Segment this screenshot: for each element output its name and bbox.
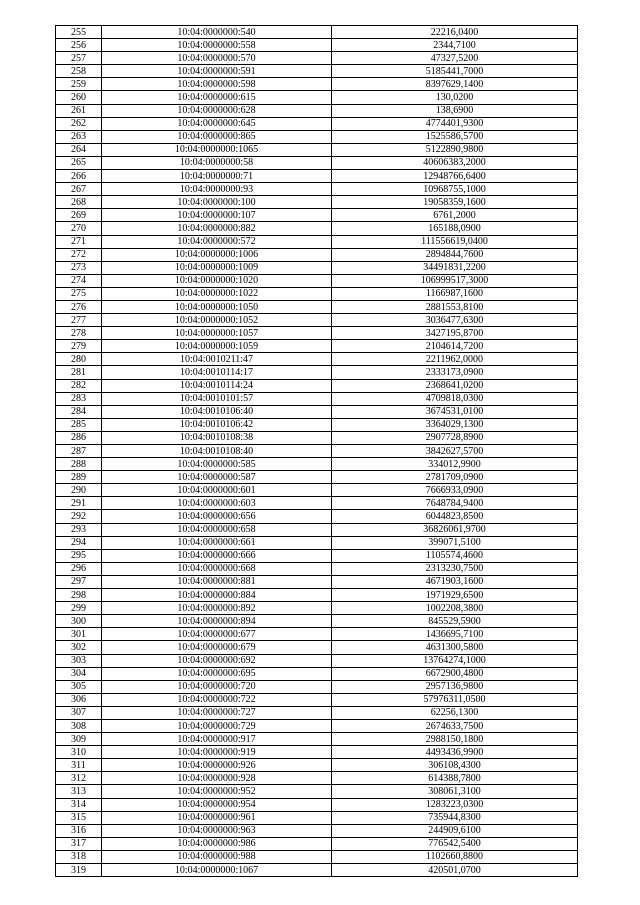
table-row — [56, 824, 578, 837]
value-cell: 5185441,7000 — [332, 65, 578, 78]
table-row — [56, 562, 578, 575]
row-number-cell: 277 — [56, 314, 102, 327]
row-number-cell: 303 — [56, 654, 102, 667]
table-row — [56, 235, 578, 248]
value-cell: 3364029,1300 — [332, 418, 578, 431]
table-row — [56, 589, 578, 602]
table-row — [56, 366, 578, 379]
row-number-cell: 278 — [56, 327, 102, 340]
row-number-cell: 286 — [56, 431, 102, 444]
cadastral-number-cell: 10:04:0000000:628 — [102, 104, 332, 117]
row-number-cell: 275 — [56, 287, 102, 300]
value-cell: 5122890,9800 — [332, 143, 578, 156]
table-row — [56, 431, 578, 444]
cadastral-number-cell: 10:04:0000000:884 — [102, 589, 332, 602]
value-cell: 2368641,0200 — [332, 379, 578, 392]
table-row — [56, 641, 578, 654]
table-row — [56, 536, 578, 549]
row-number-cell: 302 — [56, 641, 102, 654]
table-row — [56, 418, 578, 431]
value-cell: 244909,6100 — [332, 824, 578, 837]
table-row — [56, 458, 578, 471]
table-row — [56, 248, 578, 261]
value-cell: 106999517,3000 — [332, 274, 578, 287]
cadastral-number-cell: 10:04:0000000:661 — [102, 536, 332, 549]
table-row — [56, 209, 578, 222]
table-row — [56, 602, 578, 615]
row-number-cell: 318 — [56, 850, 102, 863]
cadastral-number-cell: 10:04:0000000:558 — [102, 39, 332, 52]
value-cell: 2988150,1800 — [332, 733, 578, 746]
value-cell: 12948766,6400 — [332, 170, 578, 183]
row-number-cell: 260 — [56, 91, 102, 104]
value-cell: 6672900,4800 — [332, 667, 578, 680]
value-cell: 3842627,5700 — [332, 445, 578, 458]
cadastral-number-cell: 10:04:0000000:692 — [102, 654, 332, 667]
table-row — [56, 746, 578, 759]
table-row — [56, 484, 578, 497]
table-row — [56, 497, 578, 510]
table-row — [56, 575, 578, 588]
cadastral-number-cell: 10:04:0000000:1057 — [102, 327, 332, 340]
cadastral-number-cell: 10:04:0000000:666 — [102, 549, 332, 562]
table-row — [56, 91, 578, 104]
value-cell: 36826061,9700 — [332, 523, 578, 536]
table-row — [56, 78, 578, 91]
row-number-cell: 270 — [56, 222, 102, 235]
cadastral-number-cell: 10:04:0000000:587 — [102, 471, 332, 484]
value-cell: 306108,4300 — [332, 759, 578, 772]
value-cell: 399071,5100 — [332, 536, 578, 549]
cadastral-number-cell: 10:04:0000000:679 — [102, 641, 332, 654]
value-cell: 8397629,1400 — [332, 78, 578, 91]
value-cell: 138,6900 — [332, 104, 578, 117]
table-row — [56, 680, 578, 693]
table-row — [56, 405, 578, 418]
table-row — [56, 314, 578, 327]
data-table — [55, 25, 578, 877]
value-cell: 2881553,8100 — [332, 300, 578, 313]
value-cell: 2344,7100 — [332, 39, 578, 52]
cadastral-number-cell: 10:04:0000000:917 — [102, 733, 332, 746]
table-row — [56, 300, 578, 313]
row-number-cell: 308 — [56, 719, 102, 732]
value-cell: 2211962,0000 — [332, 353, 578, 366]
cadastral-number-cell: 10:04:0000000:988 — [102, 850, 332, 863]
cadastral-number-cell: 10:04:0000000:645 — [102, 117, 332, 130]
row-number-cell: 274 — [56, 274, 102, 287]
table-row — [56, 719, 578, 732]
row-number-cell: 292 — [56, 510, 102, 523]
table-row — [56, 772, 578, 785]
table-row — [56, 353, 578, 366]
row-number-cell: 272 — [56, 248, 102, 261]
table-row — [56, 693, 578, 706]
table-row — [56, 261, 578, 274]
row-number-cell: 293 — [56, 523, 102, 536]
cadastral-number-cell: 10:04:0000000:1009 — [102, 261, 332, 274]
cadastral-number-cell: 10:04:0000000:928 — [102, 772, 332, 785]
row-number-cell: 301 — [56, 628, 102, 641]
row-number-cell: 276 — [56, 300, 102, 313]
table-row — [56, 130, 578, 143]
cadastral-number-cell: 10:04:0000000:881 — [102, 575, 332, 588]
table-row — [56, 837, 578, 850]
cadastral-number-cell: 10:04:0000000:93 — [102, 183, 332, 196]
table-row — [56, 798, 578, 811]
value-cell: 165188,0900 — [332, 222, 578, 235]
value-cell: 420501,0700 — [332, 864, 578, 877]
row-number-cell: 297 — [56, 575, 102, 588]
table-row — [56, 379, 578, 392]
value-cell: 3674531,0100 — [332, 405, 578, 418]
cadastral-number-cell: 10:04:0000000:919 — [102, 746, 332, 759]
row-number-cell: 298 — [56, 589, 102, 602]
row-number-cell: 299 — [56, 602, 102, 615]
value-cell: 22216,0400 — [332, 26, 578, 39]
cadastral-number-cell: 10:04:0000000:677 — [102, 628, 332, 641]
row-number-cell: 309 — [56, 733, 102, 746]
cadastral-number-cell: 10:04:0000000:591 — [102, 65, 332, 78]
value-cell: 3036477,6300 — [332, 314, 578, 327]
table-row — [56, 628, 578, 641]
row-number-cell: 313 — [56, 785, 102, 798]
row-number-cell: 280 — [56, 353, 102, 366]
cadastral-number-cell: 10:04:0010211:47 — [102, 353, 332, 366]
cadastral-number-cell: 10:04:0000000:668 — [102, 562, 332, 575]
cadastral-number-cell: 10:04:0000000:107 — [102, 209, 332, 222]
table-row — [56, 733, 578, 746]
cadastral-number-cell: 10:04:0000000:656 — [102, 510, 332, 523]
table-row — [56, 52, 578, 65]
row-number-cell: 264 — [56, 143, 102, 156]
value-cell: 2313230,7500 — [332, 562, 578, 575]
value-cell: 2907728,8900 — [332, 431, 578, 444]
value-cell: 57976311,0500 — [332, 693, 578, 706]
value-cell: 308061,3100 — [332, 785, 578, 798]
row-number-cell: 288 — [56, 458, 102, 471]
value-cell: 4631300,5800 — [332, 641, 578, 654]
row-number-cell: 289 — [56, 471, 102, 484]
table-row — [56, 549, 578, 562]
row-number-cell: 310 — [56, 746, 102, 759]
cadastral-number-cell: 10:04:0000000:658 — [102, 523, 332, 536]
table-row — [56, 274, 578, 287]
value-cell: 111556619,0400 — [332, 235, 578, 248]
cadastral-number-cell: 10:04:0000000:1022 — [102, 287, 332, 300]
row-number-cell: 263 — [56, 130, 102, 143]
value-cell: 34491831,2200 — [332, 261, 578, 274]
cadastral-number-cell: 10:04:0000000:1050 — [102, 300, 332, 313]
value-cell: 1971929,6500 — [332, 589, 578, 602]
value-cell: 2333173,0900 — [332, 366, 578, 379]
cadastral-number-cell: 10:04:0000000:1059 — [102, 340, 332, 353]
table-row — [56, 392, 578, 405]
row-number-cell: 296 — [56, 562, 102, 575]
cadastral-number-cell: 10:04:0000000:727 — [102, 706, 332, 719]
value-cell: 10968755,1000 — [332, 183, 578, 196]
row-number-cell: 271 — [56, 235, 102, 248]
table-row — [56, 183, 578, 196]
cadastral-number-cell: 10:04:0000000:1067 — [102, 864, 332, 877]
cadastral-number-cell: 10:04:0010106:42 — [102, 418, 332, 431]
value-cell: 4493436,9900 — [332, 746, 578, 759]
cadastral-number-cell: 10:04:0000000:892 — [102, 602, 332, 615]
value-cell: 19058359,1600 — [332, 196, 578, 209]
cadastral-number-cell: 10:04:0000000:695 — [102, 667, 332, 680]
cadastral-number-cell: 10:04:0000000:894 — [102, 615, 332, 628]
value-cell: 1102660,8800 — [332, 850, 578, 863]
cadastral-number-cell: 10:04:0000000:598 — [102, 78, 332, 91]
cadastral-number-cell: 10:04:0000000:954 — [102, 798, 332, 811]
table-row — [56, 445, 578, 458]
value-cell: 62256,1300 — [332, 706, 578, 719]
value-cell: 47327,5200 — [332, 52, 578, 65]
value-cell: 7666933,0900 — [332, 484, 578, 497]
value-cell: 2957136,9800 — [332, 680, 578, 693]
table-row — [56, 65, 578, 78]
cadastral-number-cell: 10:04:0010108:38 — [102, 431, 332, 444]
table-row — [56, 287, 578, 300]
value-cell: 2894844,7600 — [332, 248, 578, 261]
table-row — [56, 196, 578, 209]
row-number-cell: 305 — [56, 680, 102, 693]
row-number-cell: 261 — [56, 104, 102, 117]
row-number-cell: 291 — [56, 497, 102, 510]
value-cell: 3427195,8700 — [332, 327, 578, 340]
row-number-cell: 262 — [56, 117, 102, 130]
table-row — [56, 39, 578, 52]
cadastral-number-cell: 10:04:0000000:1020 — [102, 274, 332, 287]
row-number-cell: 300 — [56, 615, 102, 628]
cadastral-number-cell: 10:04:0000000:601 — [102, 484, 332, 497]
value-cell: 6761,2000 — [332, 209, 578, 222]
cadastral-number-cell: 10:04:0000000:865 — [102, 130, 332, 143]
row-number-cell: 295 — [56, 549, 102, 562]
cadastral-number-cell: 10:04:0000000:963 — [102, 824, 332, 837]
cadastral-number-cell: 10:04:0000000:585 — [102, 458, 332, 471]
cadastral-number-cell: 10:04:0000000:615 — [102, 91, 332, 104]
value-cell: 735944,8300 — [332, 811, 578, 824]
table-row — [56, 222, 578, 235]
row-number-cell: 279 — [56, 340, 102, 353]
table-row — [56, 117, 578, 130]
row-number-cell: 282 — [56, 379, 102, 392]
cadastral-number-cell: 10:04:0000000:71 — [102, 170, 332, 183]
value-cell: 4774401,9300 — [332, 117, 578, 130]
table-row — [56, 706, 578, 719]
cadastral-number-cell: 10:04:0000000:58 — [102, 156, 332, 169]
cadastral-number-cell: 10:04:0010114:24 — [102, 379, 332, 392]
table-row — [56, 523, 578, 536]
row-number-cell: 268 — [56, 196, 102, 209]
table-row — [56, 471, 578, 484]
value-cell: 2781709,0900 — [332, 471, 578, 484]
row-number-cell: 255 — [56, 26, 102, 39]
table-row — [56, 170, 578, 183]
cadastral-number-cell: 10:04:0010106:40 — [102, 405, 332, 418]
row-number-cell: 257 — [56, 52, 102, 65]
value-cell: 4671903,1600 — [332, 575, 578, 588]
value-cell: 1166987,1600 — [332, 287, 578, 300]
row-number-cell: 315 — [56, 811, 102, 824]
row-number-cell: 314 — [56, 798, 102, 811]
cadastral-number-cell: 10:04:0000000:100 — [102, 196, 332, 209]
row-number-cell: 311 — [56, 759, 102, 772]
cadastral-number-cell: 10:04:0000000:926 — [102, 759, 332, 772]
value-cell: 1002208,3800 — [332, 602, 578, 615]
table-row — [56, 785, 578, 798]
table-row — [56, 26, 578, 39]
row-number-cell: 312 — [56, 772, 102, 785]
value-cell: 614388,7800 — [332, 772, 578, 785]
row-number-cell: 284 — [56, 405, 102, 418]
cadastral-number-cell: 10:04:0000000:882 — [102, 222, 332, 235]
value-cell: 334012,9900 — [332, 458, 578, 471]
value-cell: 7648784,9400 — [332, 497, 578, 510]
table-row — [56, 156, 578, 169]
row-number-cell: 319 — [56, 864, 102, 877]
table-row — [56, 340, 578, 353]
table-row — [56, 327, 578, 340]
row-number-cell: 259 — [56, 78, 102, 91]
value-cell: 130,0200 — [332, 91, 578, 104]
table-row — [56, 104, 578, 117]
table-body — [56, 26, 578, 877]
value-cell: 2674633,7500 — [332, 719, 578, 732]
cadastral-number-cell: 10:04:0000000:720 — [102, 680, 332, 693]
value-cell: 776542,5400 — [332, 837, 578, 850]
table-row — [56, 864, 578, 877]
row-number-cell: 294 — [56, 536, 102, 549]
row-number-cell: 304 — [56, 667, 102, 680]
row-number-cell: 306 — [56, 693, 102, 706]
row-number-cell: 269 — [56, 209, 102, 222]
cadastral-number-cell: 10:04:0000000:570 — [102, 52, 332, 65]
cadastral-number-cell: 10:04:0010101:57 — [102, 392, 332, 405]
table-row — [56, 811, 578, 824]
cadastral-number-cell: 10:04:0000000:603 — [102, 497, 332, 510]
cadastral-number-cell: 10:04:0000000:540 — [102, 26, 332, 39]
row-number-cell: 256 — [56, 39, 102, 52]
table-row — [56, 850, 578, 863]
row-number-cell: 267 — [56, 183, 102, 196]
value-cell: 40606383,2000 — [332, 156, 578, 169]
value-cell: 1525586,5700 — [332, 130, 578, 143]
value-cell: 1283223,0300 — [332, 798, 578, 811]
cadastral-number-cell: 10:04:0000000:722 — [102, 693, 332, 706]
table-row — [56, 615, 578, 628]
value-cell: 845529,5900 — [332, 615, 578, 628]
cadastral-number-cell: 10:04:0000000:729 — [102, 719, 332, 732]
row-number-cell: 258 — [56, 65, 102, 78]
value-cell: 1105574,4600 — [332, 549, 578, 562]
cadastral-number-cell: 10:04:0000000:1006 — [102, 248, 332, 261]
value-cell: 1436695,7100 — [332, 628, 578, 641]
row-number-cell: 266 — [56, 170, 102, 183]
value-cell: 13764274,1000 — [332, 654, 578, 667]
cadastral-number-cell: 10:04:0010114:17 — [102, 366, 332, 379]
value-cell: 4709818,0300 — [332, 392, 578, 405]
row-number-cell: 287 — [56, 445, 102, 458]
row-number-cell: 265 — [56, 156, 102, 169]
table-row — [56, 143, 578, 156]
row-number-cell: 290 — [56, 484, 102, 497]
cadastral-number-cell: 10:04:0000000:572 — [102, 235, 332, 248]
row-number-cell: 307 — [56, 706, 102, 719]
cadastral-number-cell: 10:04:0000000:1052 — [102, 314, 332, 327]
table-row — [56, 759, 578, 772]
cadastral-number-cell: 10:04:0010108:40 — [102, 445, 332, 458]
value-cell: 2104614,7200 — [332, 340, 578, 353]
table-row — [56, 654, 578, 667]
row-number-cell: 283 — [56, 392, 102, 405]
cadastral-number-cell: 10:04:0000000:986 — [102, 837, 332, 850]
value-cell: 6044823,8500 — [332, 510, 578, 523]
cadastral-number-cell: 10:04:0000000:1065 — [102, 143, 332, 156]
cadastral-number-cell: 10:04:0000000:952 — [102, 785, 332, 798]
row-number-cell: 281 — [56, 366, 102, 379]
table-row — [56, 667, 578, 680]
row-number-cell: 273 — [56, 261, 102, 274]
cadastral-number-cell: 10:04:0000000:961 — [102, 811, 332, 824]
table-row — [56, 510, 578, 523]
row-number-cell: 285 — [56, 418, 102, 431]
row-number-cell: 317 — [56, 837, 102, 850]
row-number-cell: 316 — [56, 824, 102, 837]
